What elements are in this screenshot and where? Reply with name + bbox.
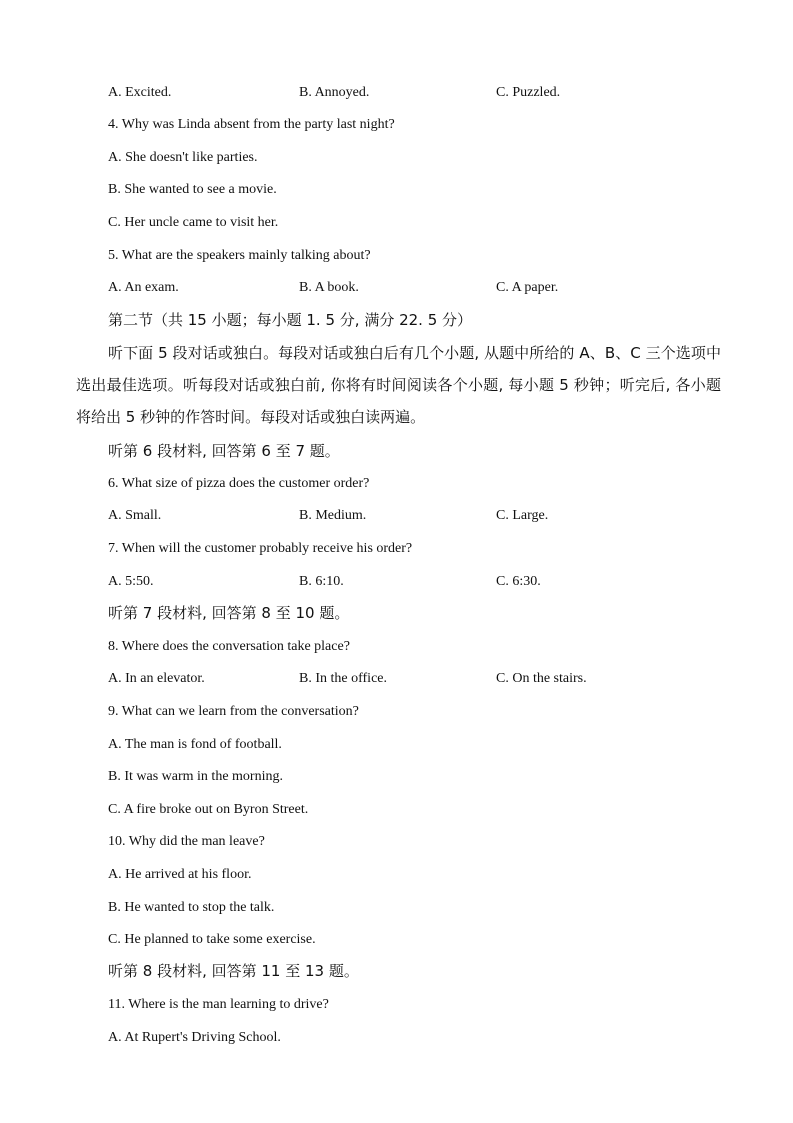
q10-option-b: B. He wanted to stop the talk.: [108, 900, 275, 915]
q7-option-c: C. 6:30.: [496, 574, 541, 589]
q8-options: [108, 670, 708, 688]
q8-stem: 8. Where does the conversation take place?: [108, 639, 350, 654]
q3-option-b: B. Annoyed.: [299, 85, 370, 100]
q6-option-a: A. Small.: [108, 508, 162, 523]
q6-option-c: C. Large.: [496, 508, 549, 523]
q5-stem: 5. What are the speakers mainly talking about?: [108, 248, 371, 263]
dialogue8-intro: 听第 8 段材料, 回答第 11 至 13 题。: [108, 962, 359, 980]
q7-option-b: B. 6:10.: [299, 574, 344, 589]
q4-option-c: C. Her uncle came to visit her.: [108, 215, 279, 230]
q11-option-a: A. At Rupert's Driving School.: [108, 1030, 281, 1045]
q7-stem: 7. When will the customer probably receive his order?: [108, 541, 413, 556]
q9-option-a: A. The man is fond of football.: [108, 737, 282, 752]
q10-option-a: A. He arrived at his floor.: [108, 867, 252, 882]
q8-option-b: B. In the office.: [299, 671, 387, 686]
q6-option-b: B. Medium.: [299, 508, 367, 523]
q5-option-c: C. A paper.: [496, 280, 559, 295]
q6-stem: 6. What size of pizza does the customer order?: [108, 476, 370, 491]
q4-stem: 4. Why was Linda absent from the party last night?: [108, 117, 395, 132]
q8-option-a: A. In an elevator.: [108, 671, 205, 686]
section2-instructions: 听下面 5 段对话或独白。每段对话或独白后有几个小题, 从题中所给的 A、B、C 三个选项中选出最佳选项。听每段对话或独白前, 你将有时间阅读各个小题, 每小题 5 秒钟；听完后, 各小题将给出 5 秒钟的作答时间。每段对话或独白读两遍。: [76, 344, 721, 426]
section2-heading: 第二节（共 15 小题；每小题 1. 5 分, 满分 22. 5 分）: [108, 311, 473, 329]
q3-option-c: C. Puzzled.: [496, 85, 561, 100]
q4-option-b: B. She wanted to see a movie.: [108, 182, 277, 197]
q4-option-a: A. She doesn't like parties.: [108, 150, 258, 165]
dialogue7-intro: 听第 7 段材料, 回答第 8 至 10 题。: [108, 604, 350, 622]
q7-options: [108, 573, 708, 591]
q6-options: [108, 507, 708, 525]
q10-stem: 10. Why did the man leave?: [108, 834, 265, 849]
q9-option-c: C. A fire broke out on Byron Street.: [108, 802, 309, 817]
q11-stem: 11. Where is the man learning to drive?: [108, 997, 329, 1012]
q3-option-a: A. Excited.: [108, 85, 172, 100]
q5-options: [108, 279, 708, 297]
q5-option-a: A. An exam.: [108, 280, 179, 295]
q9-stem: 9. What can we learn from the conversation?: [108, 704, 359, 719]
q9-option-b: B. It was warm in the morning.: [108, 769, 283, 784]
q5-option-b: B. A book.: [299, 280, 359, 295]
q3-options: [108, 84, 708, 102]
dialogue6-intro: 听第 6 段材料, 回答第 6 至 7 题。: [108, 442, 340, 460]
q7-option-a: A. 5:50.: [108, 574, 154, 589]
q10-option-c: C. He planned to take some exercise.: [108, 932, 316, 947]
q8-option-c: C. On the stairs.: [496, 671, 587, 686]
